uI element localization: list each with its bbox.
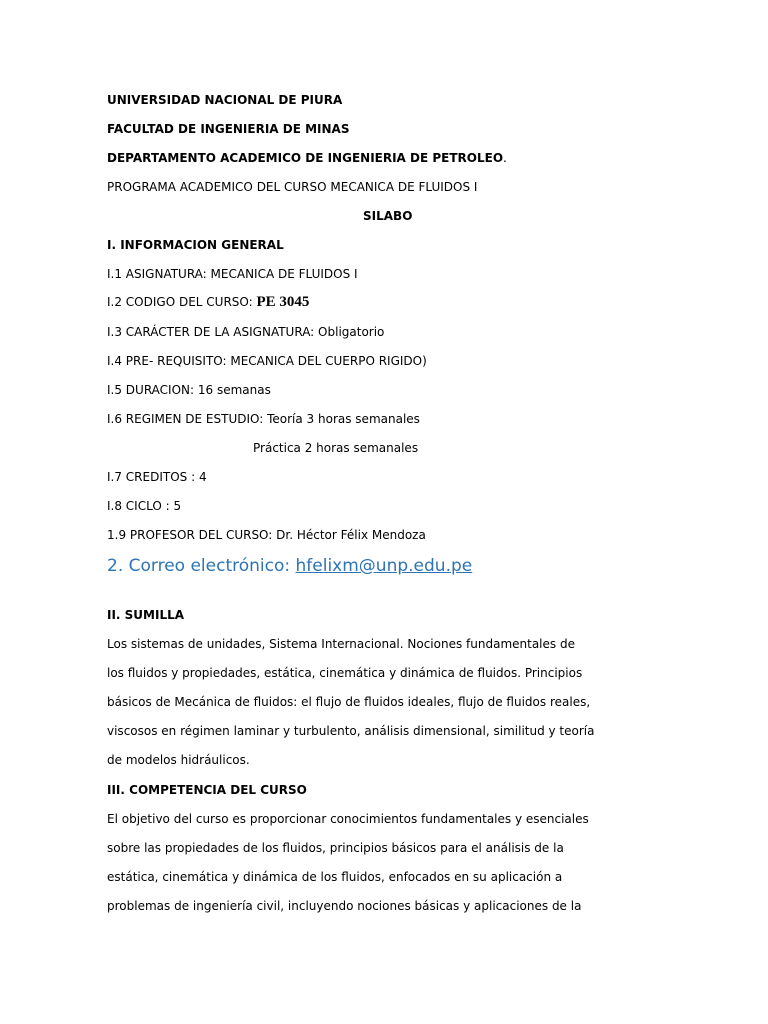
department-name-period: . <box>503 151 507 165</box>
department-name <box>107 151 507 165</box>
email-label: 2. Correo electrónico: <box>107 556 296 576</box>
sumilla-line: Los sistemas de unidades, Sistema Internacional. Nociones fundamentales de <box>107 637 575 651</box>
general-info-heading: I. INFORMACION GENERAL <box>107 238 284 252</box>
sumilla-line: los fluidos y propiedades, estática, cinemática y dinámica de fluidos. Principios <box>107 666 583 680</box>
subject-line: I.1 ASIGNATURA: MECANICA DE FLUIDOS I <box>107 267 358 281</box>
competencia-line: sobre las propiedades de los fluidos, principios básicos para el análisis de la <box>107 841 564 855</box>
faculty-name <box>107 122 349 136</box>
course-code-line <box>107 295 309 309</box>
university-name: UNIVERSIDAD NACIONAL DE PIURA <box>107 93 343 107</box>
sumilla-heading: II. SUMILLA <box>107 608 185 622</box>
regime-practice-line: Práctica 2 horas semanales <box>253 441 419 455</box>
email-link[interactable]: hfelixm@unp.edu.pe <box>295 556 473 576</box>
competencia-line: El objetivo del curso es proporcionar conocimientos fundamentales y esenciales <box>107 812 589 826</box>
department-name-text: DEPARTAMENTO ACADEMICO DE INGENIERIA DE PETROLEO <box>107 151 504 165</box>
prerequisite-line: I.4 PRE- REQUISITO: MECANICA DEL CUERPO RIGIDO) <box>107 354 427 368</box>
program-name: PROGRAMA ACADEMICO DEL CURSO MECANICA DE FLUIDOS I <box>107 180 478 194</box>
regime-line: I.6 REGIMEN DE ESTUDIO: Teoría 3 horas semanales <box>107 412 420 426</box>
sumilla-line: básicos de Mecánica de fluidos: el flujo de fluidos ideales, flujo de fluidos reales, <box>107 695 591 709</box>
competencia-heading: III. COMPETENCIA DEL CURSO <box>107 783 307 797</box>
competencia-line: estática, cinemática y dinámica de los fluidos, enfocados en su aplicación a <box>107 870 563 884</box>
course-code-label: I.2 CODIGO DEL CURSO: <box>107 295 257 309</box>
sumilla-line: de modelos hidráulicos. <box>107 753 250 767</box>
cycle-line: I.8 CICLO : 5 <box>107 499 182 513</box>
professor-line: 1.9 PROFESOR DEL CURSO: Dr. Héctor Félix Mendoza <box>107 528 426 542</box>
course-code-value: PE 3045 <box>256 294 310 310</box>
credits-line: I.7 CREDITOS : 4 <box>107 470 207 484</box>
email-line <box>107 556 472 576</box>
sumilla-line: viscosos en régimen laminar y turbulento, análisis dimensional, similitud y teoría <box>107 724 595 738</box>
duration-line: I.5 DURACION: 16 semanas <box>107 383 271 397</box>
faculty-name-text: FACULTAD DE INGENIERIA DE MINAS <box>107 122 350 136</box>
character-line: I.3 CARÁCTER DE LA ASIGNATURA: Obligatorio <box>107 325 385 339</box>
document-title: SILABO <box>363 209 413 223</box>
competencia-line: problemas de ingeniería civil, incluyendo nociones básicas y aplicaciones de la <box>107 899 582 913</box>
